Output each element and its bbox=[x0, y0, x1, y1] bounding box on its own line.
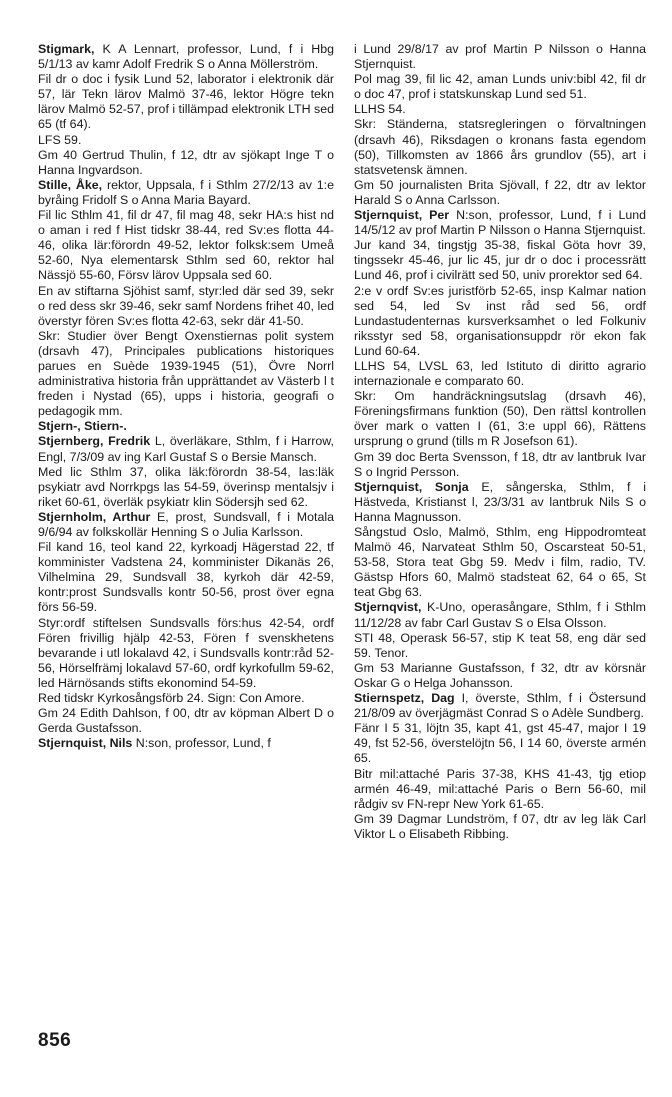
entry-head: Stjernquist, Nils bbox=[38, 736, 133, 751]
entry-stjernquist-nils bbox=[38, 736, 334, 751]
paragraph: Fil dr o doc i fysik Lund 52, laborator i elektronik där 57, lär Tekn lärov Malmö 37-46, lektor Högre tekn lärov Malmö 52-57, prof i tillämpad elektronik LTH sed 65 (tf 64). bbox=[38, 72, 334, 132]
entry-text: E, prost, Sundsvall, f i Motala 9/6/94 av folkskollär Henning S o Julia Karlsson. bbox=[38, 509, 334, 539]
entry-text: N:son, professor, Lund, f i Lund 14/5/12 av prof Martin P Nilsson o Hanna Stjernquist. bbox=[354, 208, 647, 238]
entry-stjernquist-per bbox=[354, 208, 646, 238]
paragraph: Sångstud Oslo, Malmö, Sthlm, eng Hippodromteat Malmö 46, Narvateat Sthlm 50, Oscarsteat 50-51, 53-58, Stora teat Gbg 59. Medv i film, radio, TV. Gästsp Hfors 60, Malmö stadsteat 62, 64 o 65, St teat Gbg 63. bbox=[354, 525, 646, 600]
entry-text: E, sångerska, Sthlm, f i Hästveda, Kristianst l, 23/3/31 av lantbruk Nils S o Hanna Magnusson. bbox=[354, 479, 646, 524]
entry-head: Stjernqvist, bbox=[354, 600, 422, 615]
paragraph: LLHS 54, LVSL 63, led Istituto di diritto agrario internazionale e comparato 60. bbox=[354, 358, 646, 389]
entry-stjernberg bbox=[38, 434, 334, 464]
paragraph: Fil kand 16, teol kand 22, kyrkoadj Hägerstad 22, tf komminister Vadstena 24, komminister Dikanäs 26, Vilhelmina 29, Sundsvall 38, kyrkoh där 42-59, kontr:prost Sundsvalls kontr 50-56, prost över egna förs 56-59. bbox=[38, 540, 334, 615]
entry-head: Stjernberg, Fredrik bbox=[38, 434, 151, 449]
paragraph: Gm 24 Edith Dahlson, f 00, dtr av köpman Albert D o Gerda Gustafsson. bbox=[38, 706, 334, 736]
paragraph: i Lund 29/8/17 av prof Martin P Nilsson o Hanna Stjernquist. bbox=[354, 42, 646, 72]
paragraph: Skr: Ständerna, statsregleringen o förvaltningen (drsavh 46), Riksdagen o kronans fasta egendom (50), Tillkomsten av 1866 års grundlov (55), art i statsvetensk ämnen. bbox=[354, 117, 646, 177]
paragraph: Med lic Sthlm 37, olika läk:förordn 38-54, las:läk psykiatr avd Norrkpgs las 54-59, överinsp mentalsjv i riket 60-61, överläk psykiatr klin Södersjh sed 62. bbox=[38, 464, 334, 509]
paragraph: 2:e v ordf Sv:es juristförb 52-65, insp Kalmar nation sed 54, led Sv inst råd sed 56, ordf Lundastudenternas kursverksamhet o led Folkuniv riksstyr sed 58, organisationsuppdr rör ekon fak Lund 60-64. bbox=[354, 283, 646, 358]
paragraph: STI 48, Operask 56-57, stip K teat 58, eng där sed 59. Tenor. bbox=[354, 630, 646, 660]
paragraph: Skr: Om handräckningsutslag (drsavh 46), Föreningsfirmans funktion (50), Den rättsl kontrollen över mark o vatten I (61, 3:e uppl 66), Rättens ursprung o grund (tills m R Josefson 61). bbox=[354, 389, 646, 449]
paragraph: Skr: Studier över Bengt Oxenstiernas polit system (drsavh 47), Principales publications historiques parues en Suède 1939-1945 (51), Övre Norrl administrativa historia från upprättandet av Västerb l t freden i Nystad (65), upps i historia, geografi o pedagogik mm. bbox=[38, 328, 334, 419]
entry-stjernqvist bbox=[354, 600, 646, 630]
entry-head: Stigmark, bbox=[38, 42, 95, 56]
entry-text: N:son, professor, Lund, f bbox=[132, 736, 271, 751]
entry-stigmark bbox=[38, 42, 334, 72]
paragraph: Fil lic Sthlm 41, fil dr 47, fil mag 48, sekr HA:s hist nd o aman i red f Hist tidskr 38-44, red Sv:es flotta 44-46, olika lär:förordn 49-52, lektor folksk:sem Umeå 52-60, Nya elementarsk Sthlm sed 60, rektor hal Nässjö 55-60, Försv lärov Uppsala sed 60. bbox=[38, 208, 334, 283]
paragraph: Bitr mil:attaché Paris 37-38, KHS 41-43, tjg etiop armén 46-49, mil:attaché Paris o Bern 56-60, mil rådgiv sv FN-repr New York 61-65. bbox=[354, 766, 646, 811]
cross-reference: Stjern-, Stiern-. bbox=[38, 419, 127, 434]
entry-text: K-Uno, operasångare, Sthlm, f i Sthlm 11/12/28 av fabr Carl Gustav S o Elsa Olsson. bbox=[354, 600, 646, 630]
paragraph: En av stiftarna Sjöhist samf, styr:led där sed 39, sekr o red dess skr 39-46, sekr samf Nordens frihet 40, led överstyr fören Sv:es flotta 42-63, sekr där 41-50. bbox=[38, 283, 334, 328]
right-column bbox=[354, 42, 646, 842]
paragraph: Gm 39 doc Berta Svensson, f 18, dtr av lantbruk Ivar S o Ingrid Persson. bbox=[354, 449, 646, 479]
entry-text: L, överläkare, Sthlm, f i Harrow, Engl, 7/3/09 av ing Karl Gustaf S o Bersie Mansch. bbox=[38, 434, 334, 464]
paragraph: Gm 50 journalisten Brita Sjövall, f 22, dtr av lektor Harald S o Anna Carlsson. bbox=[354, 177, 646, 207]
entry-head: Stille, Åke, bbox=[38, 177, 103, 192]
paragraph: Gm 40 Gertrud Thulin, f 12, dtr av sjökapt Inge T o Hanna Ingvardson. bbox=[38, 147, 334, 177]
entry-text: K A Lennart, professor, Lund, f i Hbg 5/1/13 av kamr Adolf Fredrik S o Anna Möllerström. bbox=[38, 42, 334, 72]
entry-stjernholm bbox=[38, 510, 334, 540]
paragraph: Styr:ordf stiftelsen Sundsvalls förs:hus 42-54, ordf Fören frivillig hjälp 42-53, Fören f svenskhetens bevarande i utl lokalavd 42, i Sundsvalls kontr:råd 52-56, Hörselfrämj lokalavd 57-60, ordf kyrkofullm 59-62, led Härnösands stifts ekonomind 54-59. bbox=[38, 615, 334, 690]
entry-text: rektor, Uppsala, f i Sthlm 27/2/13 av 1:e byråing Fridolf S o Anna Maria Bayard. bbox=[38, 177, 334, 207]
paragraph: Pol mag 39, fil lic 42, aman Lunds univ:bibl 42, fil dr o doc 47, prof i statskunskap Lund sed 51. bbox=[354, 72, 646, 102]
paragraph: Fänr I 5 31, löjtn 35, kapt 41, gst 45-47, major I 19 49, fst 52-56, överstelöjtn 56, I 14 60, överste armén 65. bbox=[354, 721, 646, 766]
entry-head: Stjernquist, Per bbox=[354, 208, 450, 223]
paragraph: Gm 53 Marianne Gustafsson, f 32, dtr av körsnär Oskar G o Helga Johansson. bbox=[354, 660, 646, 690]
paragraph: Gm 39 Dagmar Lundström, f 07, dtr av leg läk Carl Viktor L o Elisabeth Ribbing. bbox=[354, 811, 646, 841]
paragraph: Red tidskr Kyrkosångsförb 24. Sign: Con Amore. bbox=[38, 691, 305, 706]
paragraph: Jur kand 34, tingstjg 35-38, fiskal Göta hovr 39, tingssekr 45-46, jur lic 45, jur dr o doc i processrätt Lund 46, prof i civilrätt sed 50, univ prorektor sed 64. bbox=[354, 238, 646, 283]
entry-head: Stjernholm, Arthur bbox=[38, 509, 151, 524]
entry-stille bbox=[38, 178, 334, 208]
page-number: 856 bbox=[38, 1030, 72, 1051]
entry-head: Stiernspetz, Dag bbox=[354, 691, 455, 706]
entry-stjernquist-sonja bbox=[354, 480, 646, 525]
paragraph: LFS 59. bbox=[38, 132, 82, 147]
entry-stiernspetz bbox=[354, 691, 646, 721]
paragraph: LLHS 54. bbox=[354, 102, 406, 117]
entry-head: Stjernquist, Sonja bbox=[354, 479, 469, 494]
entry-text: I, överste, Sthlm, f i Östersund 21/8/09 av överjägmäst Conrad S o Adèle Sundberg. bbox=[354, 691, 646, 721]
left-column bbox=[38, 42, 334, 751]
